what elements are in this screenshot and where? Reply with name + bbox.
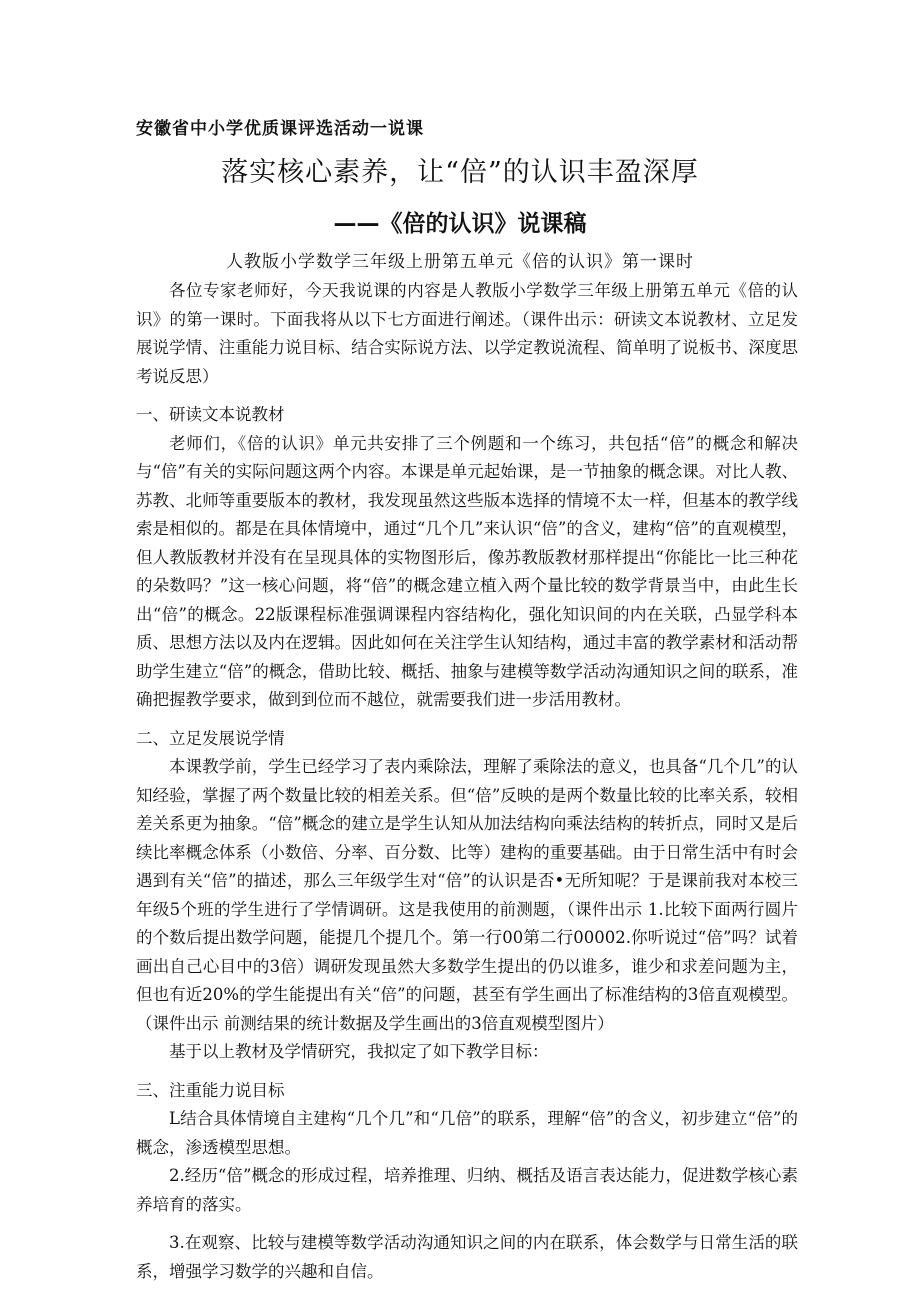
section-1-paragraph: 老师们，《倍的认识》单元共安排了三个例题和一个练习，共包括“倍”的概念和解决与“倍”有关的实际问题这两个内容。本课是单元起始课，是一节抽象的概念课。对比人教、苏教、北师等重要版本的教材，我发现虽然这些版本选择的情境不太一样，但基本的教学线索是相似的。都是在具体情境中，通过“几个几”来认识“倍”的含义，建构“倍”的直观模型，但人教版教材并没有在呈现具体的实物图形后，像苏教版教材那样提出“你能比一比三种花的朵数吗？”这一核心问题，将“倍”的概念建立植入两个量比较的数学背景当中，由此生长出“倍”的概念。22版课程标准强调课程内容结构化，强化知识间的内在关联，凸显学科本质、思想方法以及内在逻辑。因此如何在关注学生认知结构，通过丰富的教学素材和活动帮助学生建立“倍”的概念，借助比较、概括、抽象与建模等数学活动沟通知识之间的联系，准确把握教学要求，做到到位而不越位，就需要我们进一步活用教材。 <box>136 433 798 709</box>
intro-paragraph: 各位专家老师好，今天我说课的内容是人教版小学数学三年级上册第五单元《倍的认识》的第一课时。下面我将从以下七方面进行阐述。（课件出示：研读文本说教材、立足发展说学情、注重能力说目标、结合实际说方法、以学定教说流程、简单明了说板书、深度思考说反思） <box>136 281 798 386</box>
goal-2: 2.经历“倍”概念的形成过程，培养推理、归纳、概括及语言表达能力，促进数学核心素养培育的落实。 <box>136 1166 798 1214</box>
section-2-paragraph-1: 本课教学前，学生已经学习了表内乘除法，理解了乘除法的意义，也具备“几个几”的认知经验，掌握了两个数量比较的相差关系。但“倍”反映的是两个数量比较的比率关系，较相差关系更为抽象。“倍”概念的建立是学生认知从加法结构向乘法结构的转折点，同时又是后续比率概念体系（小数倍、分率、百分数、比等）建构的重要基础。由于日常生活中有时会遇到有关“倍”的描述，那么三年级学生对“倍”的认识是否•无所知呢？于是课前我对本校三年级5个班的学生进行了学情调研。这是我使用的前测题，（课件出示 1.比较下面两行圆片的个数后提出数学问题，能提几个提几个。第一行00第二行00002.你听说过“倍”吗？试着画出自己心目中的3倍）调研发现虽然大多数学生提出的仍以谁多，谁少和求差问题为主，但也有近20%的学生能提出有关“倍”的问题，甚至有学生画出了标准结构的3倍直观模型。（课件出示 前测结果的统计数据及学生画出的3倍直观模型图片） <box>136 757 798 1033</box>
document-title: 落实核心素养，让“倍”的认识丰盈深厚 <box>221 157 699 188</box>
section-heading-3: 三、注重能力说目标 <box>136 1080 285 1100</box>
goal-3: 3.在观察、比较与建模等数学活动沟通知识之间的内在联系，体会数学与日常生活的联系，增强学习数学的兴趣和自信。 <box>136 1233 798 1281</box>
section-heading-2: 二、立足发展说学情 <box>136 728 285 748</box>
section-2-paragraph-2: 基于以上教材及学情研究，我拟定了如下教学目标： <box>169 1042 549 1061</box>
goal-1: L结合具体情境自主建构“几个几”和“几倍”的联系，理解“倍”的含义，初步建立“倍”的概念，渗透模型思想。 <box>136 1109 798 1157</box>
document-header: 安徽省中小学优质课评选活动一说课 <box>136 119 424 139</box>
section-heading-1: 一、研读文本说教材 <box>136 405 285 424</box>
document-body <box>136 277 798 1286</box>
lesson-info: 人教版小学数学三年级上册第五单元《倍的认识》第一课时 <box>226 252 694 272</box>
document-subtitle: ——《倍的认识》说课稿 <box>333 211 587 237</box>
